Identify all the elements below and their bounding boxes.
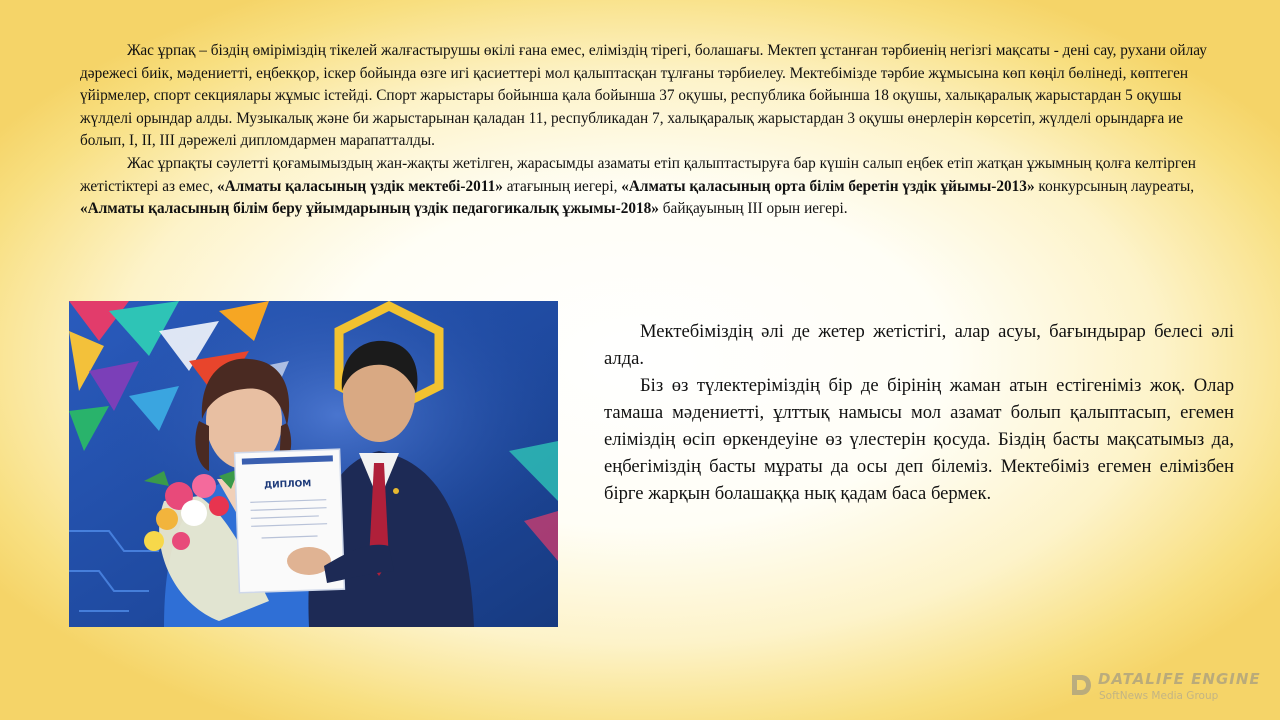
- award-ceremony-photo: [69, 301, 558, 627]
- paragraph-2-text-c: атағының иегері,: [502, 177, 622, 195]
- closing-paragraph-2: Біз өз түлектеріміздің бір де бірінің жаман атын естігеніміз жоқ. Олар тамаша мәдениетті, ұлттық намысы мол азамат болып қалыптасып, егемен еліміздің өсіп өркендеуіне өз үлестерін қосуда. Біздің басты мақсатымыз да, еңбегіміздің басты мұраты да осы деп білеміз. Мектебіміз егемен елімізбен бірге жарқын болашаққа нық қадам баса бермек.: [604, 375, 1234, 504]
- intro-text-block: [80, 40, 1230, 221]
- paragraph-2-text-e: байқауының III орын иегері.: [658, 200, 848, 218]
- intro-paragraph-2: [80, 153, 1230, 221]
- watermark-subtitle: SoftNews Media Group: [1099, 690, 1219, 702]
- paragraph-2-text-a: Жас ұрпақты сәулетті қоғамымыздың жан-жақты жетілген, жарасымды азаматы етіп қалыптастыруға бар күшін салып еңбек етіп жатқан ұжымның қолға келтірген жетістіктері аз емес,: [80, 154, 1196, 195]
- datalife-engine-watermark: [1068, 668, 1268, 708]
- paragraph-2-text-d: конкурсының лауреаты,: [1034, 177, 1195, 195]
- watermark-title: DATALIFE ENGINE: [1098, 670, 1261, 688]
- diploma-title: ДИПЛОМ: [263, 479, 312, 491]
- closing-paragraph-1: Мектебіміздің әлі де жетер жетістігі, алар асуы, бағындырар белесі әлі алда.: [604, 321, 1234, 369]
- award-best-organization-2013: «Алматы қаласының орта білім беретін үздік ұйымы-2013»: [621, 177, 1035, 195]
- award-best-school-2011: «Алматы қаласының үздік мектебі-2011»: [216, 177, 503, 195]
- closing-text-block: [604, 318, 1234, 507]
- award-photo-illustration: [69, 301, 558, 627]
- datalife-logo-icon: [1068, 672, 1094, 698]
- hands: [287, 547, 331, 575]
- award-best-team-2018: «Алматы қаласының білім беру ұйымдарының үздік педагогикалық ұжымы-2018»: [80, 200, 659, 218]
- intro-paragraph-1: Жас ұрпақ – біздің өміріміздің тікелей жалғастырушы өкілі ғана емес, еліміздің тірегі, болашағы. Мектеп ұстанған тәрбиенің негізгі мақсаты - дені сау, рухани ойлау дәрежесі биік, мәдениетті, еңбекқор, іскер бойында өзге игі қасиеттері мол қалыптасқан тұлғаны тәрбиелеу. Мектебімізде тәрбие жұмысына көп көңіл бөлінеді, көптеген үйірмелер, спорт секциялары жұмыс істейді. Спорт жарыстары бойынша қала бойынша 37 оқушы, республика бойынша 18 оқушы, халықаралық жарыстардан 5 оқушы жүлделі орындар алды. Музыкалық және би жарыстарынан қаладан 11, республикадан 7, халықаралық жарыстардан 3 оқушы өнерлерін көрсетіп, жүлделі орындарға ие болып, I, II, III дәрежелі дипломдармен марапатталды.: [80, 42, 1207, 150]
